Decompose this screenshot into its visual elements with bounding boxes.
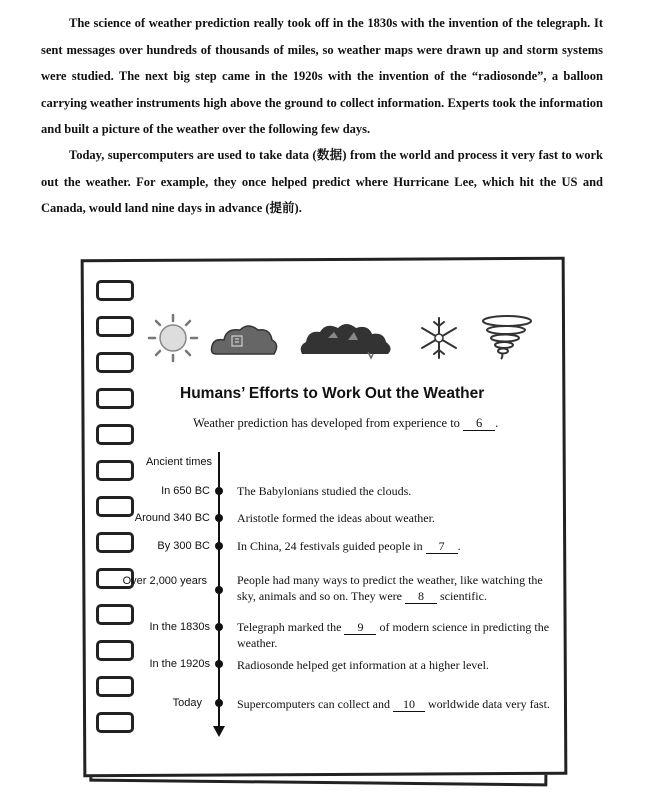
timeline-period: Ancient times <box>145 456 212 468</box>
timeline-dot <box>215 487 223 495</box>
event-text: The Babylonians studied the clouds. <box>237 484 412 498</box>
timeline-arrow-icon <box>213 726 225 737</box>
binder-ring <box>96 676 134 697</box>
binder-ring <box>96 280 134 301</box>
event-text: Telegraph marked the <box>237 620 342 634</box>
event-text-after: of modern science in predicting the weather. <box>237 620 550 650</box>
article-paragraph-2: Today, supercomputers are used to take data (数据) from the world and process it very fast to work out the weather. For example, they once helped predict where Hurricane Lee, which hit the US and Canada, would land nine days in advance (提前). <box>41 148 603 215</box>
event-text-after: scientific. <box>439 589 487 603</box>
answer-blank: 9 <box>344 620 376 635</box>
timeline-period: Today <box>172 697 202 709</box>
event-text: People had many ways to predict the weather, like watching the sky, animals and so on. They were <box>237 573 543 603</box>
timeline-dot <box>215 699 223 707</box>
snowflake-icon <box>418 316 460 360</box>
timeline-event <box>237 510 555 526</box>
event-text: In China, 24 festivals guided people in <box>237 539 423 553</box>
card-title: Humans’ Efforts to Work Out the Weather <box>180 385 485 402</box>
intro-text-after: . <box>495 416 499 430</box>
answer-blank: 6 <box>463 416 495 431</box>
article-paragraph-1: The science of weather prediction really took off in the 1830s with the invention of the telegraph. It sent messages over hundreds of thousands of miles, so weather maps were drawn up and storm systems were studied. The next big step came in the 1920s with the invention of the “radiosonde”, a balloon carrying weather instruments high above the ground to collect information. Experts took the information and built a picture of the weather over the following few days. <box>41 16 603 136</box>
timeline-dot <box>215 623 223 631</box>
timeline-dot <box>215 542 223 550</box>
timeline-period: By 300 BC <box>157 540 210 552</box>
timeline-event <box>237 572 555 604</box>
intro-text: Weather prediction has developed from experience to <box>193 416 460 430</box>
timeline-period: In 650 BC <box>161 485 210 497</box>
event-text-after: worldwide data very fast. <box>427 697 550 711</box>
card-intro <box>193 416 498 431</box>
timeline-event <box>237 619 555 651</box>
sun-icon <box>143 312 203 364</box>
answer-blank: 8 <box>405 589 437 604</box>
timeline-period: In the 1830s <box>149 621 210 633</box>
timeline-event <box>237 538 555 554</box>
answer-blank: 10 <box>393 697 425 712</box>
binder-ring <box>96 388 134 409</box>
timeline-event <box>237 657 555 673</box>
event-text: Aristotle formed the ideas about weather. <box>237 511 435 525</box>
event-text: Radiosonde helped get information at a higher level. <box>237 658 489 672</box>
binder-ring <box>96 316 134 337</box>
binder-ring <box>96 352 134 373</box>
timeline-event <box>237 696 555 712</box>
event-text-after: . <box>457 539 461 553</box>
timeline-dot <box>215 514 223 522</box>
answer-blank: 7 <box>426 539 458 554</box>
timeline-period: Around 340 BC <box>134 512 210 524</box>
binder-ring <box>96 712 134 733</box>
cloud-icon <box>208 320 280 360</box>
timeline-period: In the 1920s <box>149 658 210 670</box>
event-text: Supercomputers can collect and <box>237 697 390 711</box>
timeline-dot <box>215 586 223 594</box>
timeline-event <box>237 483 555 499</box>
timeline-dot <box>215 660 223 668</box>
storm-cloud-icon <box>298 318 394 360</box>
tornado-icon <box>476 313 538 361</box>
timeline-period: Over 2,000 years <box>122 575 207 587</box>
binder-ring <box>96 424 134 445</box>
